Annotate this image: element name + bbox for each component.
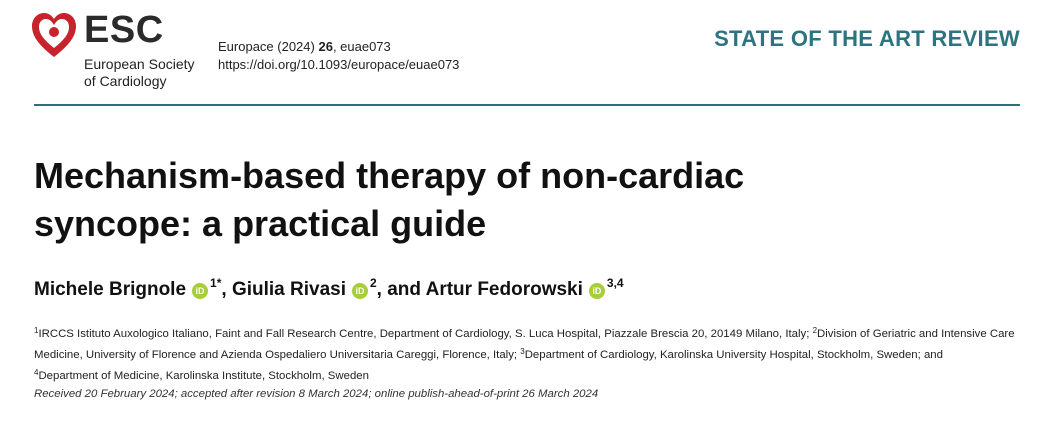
logo-name-line-1: European Society [84, 56, 195, 72]
title-line-2: syncope: a practical guide [34, 203, 487, 244]
journal-article-id: , euae073 [332, 39, 391, 54]
journal-info [218, 38, 459, 74]
journal-citation [218, 38, 459, 56]
esc-heart-logo-icon [30, 10, 78, 60]
doi-link[interactable]: https://doi.org/10.1093/europace/euae073 [218, 57, 460, 72]
author-affiliation-sup: 1* [210, 276, 222, 290]
logo-society-name [84, 56, 195, 90]
affiliations [34, 322, 1024, 385]
header-divider [34, 104, 1020, 106]
affiliation-text: Division of Geriatric and Intensive Care Medicine, University of Florence and Azienda Ospedaliero Universitaria Careggi, Florence, Italy; [34, 328, 1015, 361]
author-affiliation-sup: 2 [369, 276, 377, 290]
journal-name: Europace (2024) [218, 39, 315, 54]
section-label: STATE OF THE ART REVIEW [714, 26, 1020, 51]
affiliation-text: IRCCS Istituto Auxologico Italiano, Faint and Fall Research Centre, Department of Cardiology, S. Luca Hospital, Piazzale Brescia 20, 20149 Milano, Italy; [38, 328, 813, 340]
affiliation-text: Department of Cardiology, Karolinska University Hospital, Stockholm, Sweden; and [524, 349, 943, 361]
affiliation-text: Department of Medicine, Karolinska Institute, Stockholm, Sweden [38, 370, 369, 382]
title-line-1: Mechanism-based therapy of non-cardiac [34, 155, 745, 196]
affiliation-number: 3 [520, 347, 525, 356]
logo-name-line-2: of Cardiology [84, 73, 167, 89]
author-separator: , [221, 279, 227, 300]
author-name[interactable]: Michele Brignole [34, 279, 187, 300]
orcid-icon[interactable]: iD [589, 283, 605, 299]
orcid-icon[interactable]: iD [352, 283, 368, 299]
author-affiliation-sup: 3,4 [606, 276, 624, 290]
author-list [34, 276, 624, 301]
author-separator: , and [376, 279, 422, 300]
affiliation-number: 2 [812, 326, 818, 335]
received-dates: Received 20 February 2024; accepted after revision 8 March 2024; online publish-ahead-of-print 26 March 2024 [34, 388, 599, 400]
logo-abbreviation: ESC [84, 9, 164, 51]
author-name[interactable]: Giulia Rivasi [231, 279, 346, 300]
affiliation-number: 4 [34, 368, 39, 377]
author-name[interactable]: Artur Fedorowski [425, 279, 583, 300]
article-title [34, 152, 994, 248]
affiliation-number: 1 [34, 326, 39, 335]
journal-volume: 26 [318, 39, 333, 54]
orcid-icon[interactable]: iD [192, 283, 208, 299]
